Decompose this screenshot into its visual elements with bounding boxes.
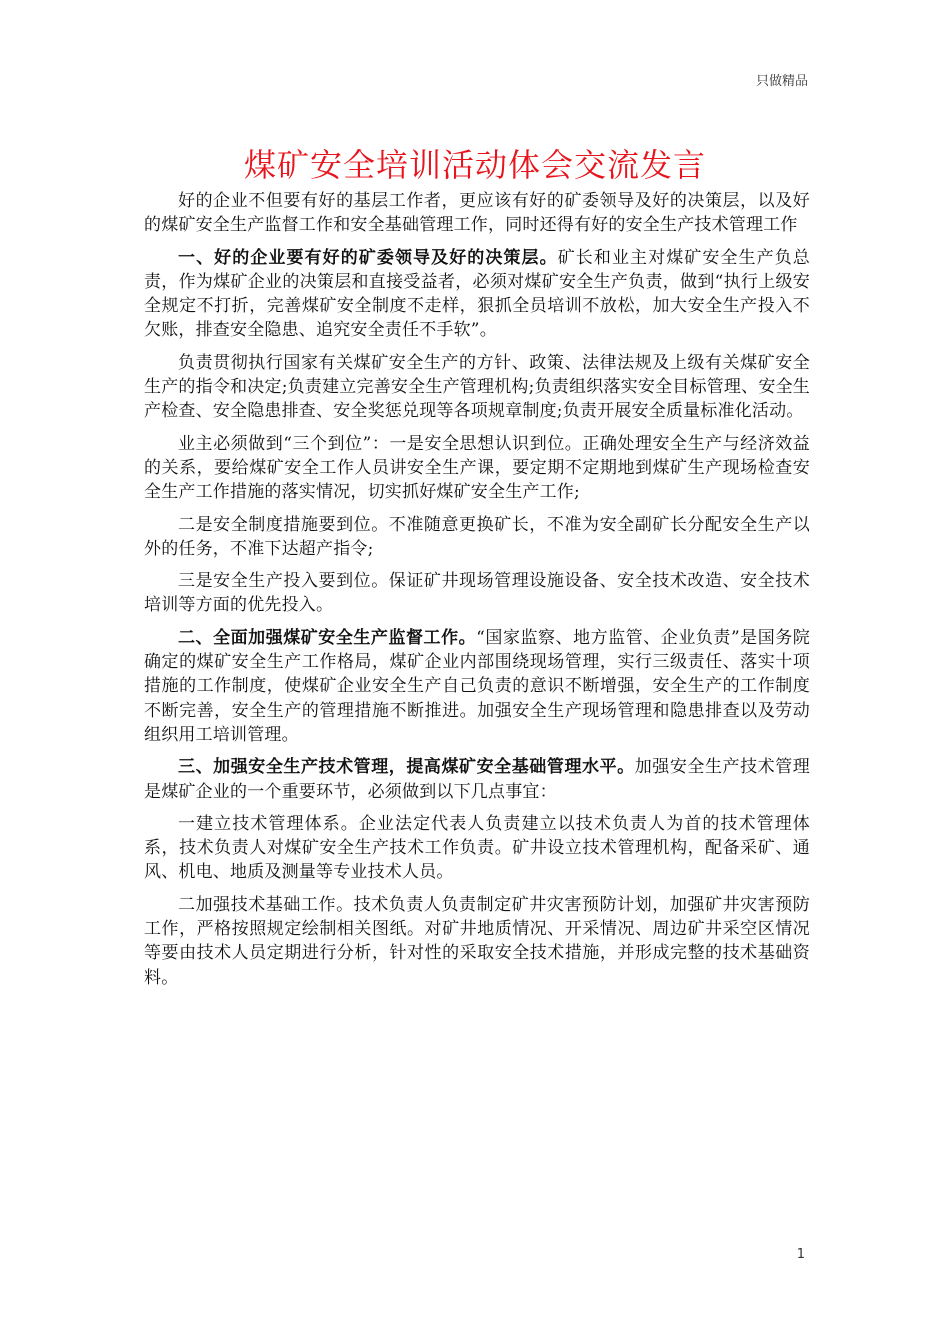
document-body (144, 189, 810, 998)
paragraph-text: 业主必须做到“三个到位”：一是安全思想认识到位。正确处理安全生产与经济效益的关系，要给煤矿安全工作人员讲安全生产课，要定期不定期地到煤矿生产现场检查安全生产工作措施的落实情况，切实抓好煤矿安全生产工作; (144, 433, 810, 503)
section-heading: 二、全面加强煤矿安全生产监督工作。 (178, 627, 477, 648)
paragraph-tech-foundation (144, 893, 810, 990)
page-header-note: 只做精品 (755, 74, 808, 89)
paragraph-text: 矿长和业主对煤矿安全生产负总责，作为煤矿企业的决策层和直接受益者，必须对煤矿安全生产负责，做到“执行上级安全规定不打折，完善煤矿安全制度不走样，狠抓全员培训不放松，加大安全生产投入不欠账，排查安全隐患、追究安全责任不手软”。 (144, 247, 810, 341)
paragraph-tech-system (144, 812, 810, 885)
paragraph-intro (144, 189, 810, 238)
paragraph-text: 二是安全制度措施要到位。不准随意更换矿长，不准为安全副矿长分配安全生产以外的任务，不准下达超产指令; (144, 514, 810, 559)
paragraph-system-measures (144, 513, 810, 562)
document-title: 煤矿安全培训活动体会交流发言 (243, 146, 706, 184)
paragraph-duties (144, 351, 810, 424)
section-heading: 一、好的企业要有好的矿委领导及好的决策层。 (178, 247, 558, 268)
paragraph-safety-investment (144, 569, 810, 618)
paragraph-section-3 (144, 755, 810, 804)
page-number: 1 (796, 1247, 805, 1262)
paragraph-text: 二加强技术基础工作。技术负责人负责制定矿井灾害预防计划，加强矿井灾害预防工作，严格按照规定绘制相关图纸。对矿井地质情况、开采情况、周边矿井采空区情况等要由技术人员定期进行分析，针对性的采取安全技术措施，并形成完整的技术基础资料。 (144, 894, 810, 988)
paragraph-text: 加强安全生产技术管理是煤矿企业的一个重要环节，必须做到以下几点事宜： (144, 757, 811, 802)
paragraph-text: 三是安全生产投入要到位。保证矿井现场管理设施设备、安全技术改造、安全技术培训等方面的优先投入。 (144, 571, 810, 616)
paragraph-text: 一建立技术管理体系。企业法定代表人负责建立以技术负责人为首的技术管理体系，技术负责人对煤矿安全生产技术工作负责。矿井设立技术管理机构，配备采矿、通风、机电、地质及测量等专业技术人员。 (144, 813, 810, 883)
paragraph-text: 好的企业不但要有好的基层工作者，更应该有好的矿委领导及好的决策层，以及好的煤矿安全生产监督工作和安全基础管理工作，同时还得有好的安全生产技术管理工作 (144, 191, 810, 236)
paragraph-text: 负责贯彻执行国家有关煤矿安全生产的方针、政策、法律法规及上级有关煤矿安全生产的指令和决定;负责建立完善安全生产管理机构;负责组织落实安全目标管理、安全生产检查、安全隐患排查、安全奖惩兑现等各项规章制度;负责开展安全质量标准化活动。 (144, 352, 810, 422)
paragraph-text: “国家监察、地方监管、企业负责”是国务院确定的煤矿安全生产工作格局，煤矿企业内部围绕现场管理，实行三级责任、落实十项措施的工作制度，使煤矿企业安全生产自己负责的意识不断增强，安全生产的工作制度不断完善，安全生产的管理措施不断推进。加强安全生产现场管理和隐患排查以及劳动组织用工培训管理。 (144, 627, 810, 745)
section-heading: 三、加强安全生产技术管理，提高煤矿安全基础管理水平。 (178, 757, 635, 778)
paragraph-three-in-place (144, 432, 810, 505)
paragraph-section-1 (144, 246, 810, 343)
paragraph-section-2 (144, 626, 810, 747)
